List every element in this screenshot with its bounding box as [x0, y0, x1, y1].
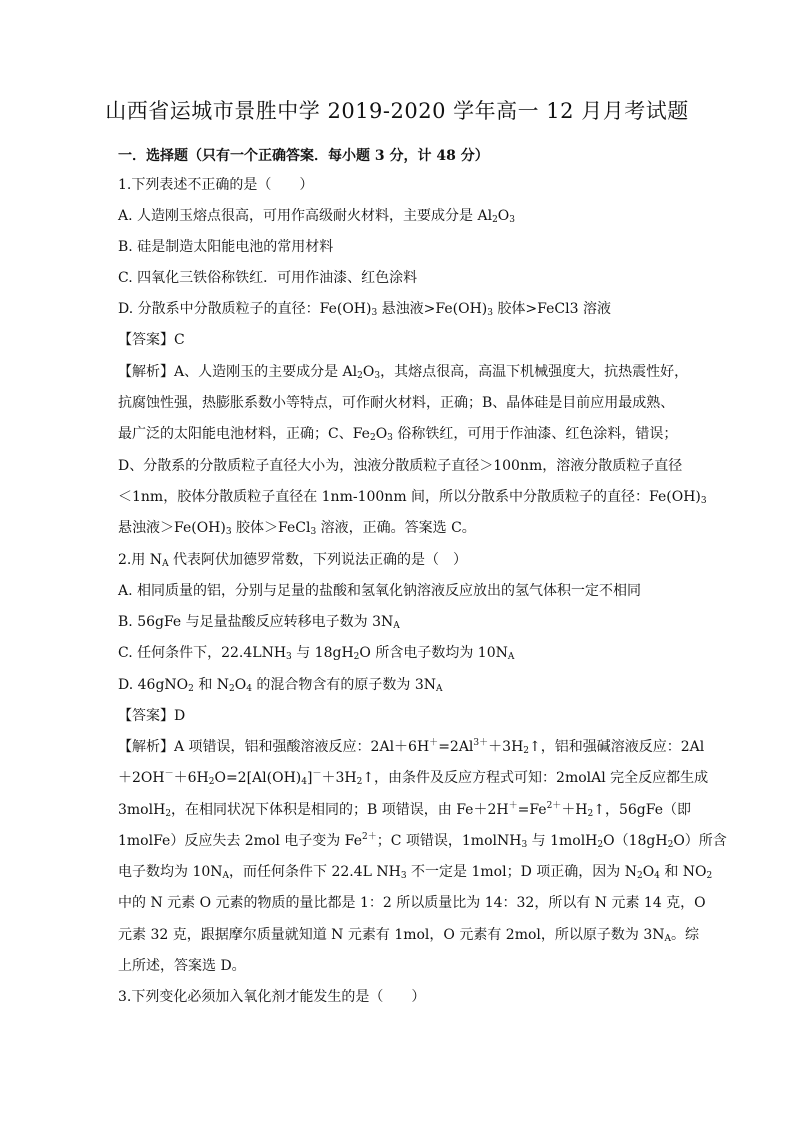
q2-option-d: D. 46gNO$_2$ 和 $N_2O_4$ 的混合物含有的原子数为 $3N_A$: [118, 677, 443, 694]
q1-analysis-line: 抗腐蚀性强，热膨胀系数小等特点，可作耐火材料，正确；B、晶体硅是目前应用最成熟、: [118, 395, 675, 411]
q2-stem: 2.用 $N_A$ 代表阿伏加德罗常数，下列说法正确的是（ ）: [118, 552, 468, 569]
q1-stem: 1.下列表述不正确的是（ ）: [118, 177, 314, 193]
q1-option-b: B. 硅是制造太阳能电池的常用材料: [118, 239, 334, 255]
q2-option-c: C. 任何条件下，$22.4LNH_3$ 与 $18gH_2O$ 所含电子数均为 $10N_A$: [118, 645, 515, 662]
q1-analysis-line: 【解析】A、人造刚玉的主要成分是 $Al_2O_3$，其熔点很高，高温下机械强度大，抗热震性好，: [118, 364, 689, 381]
q1-option-d: D. 分散系中分散质粒子的直径：$Fe(OH)_3$ 悬浊液$>Fe(OH)_3$ 胶体>FeCl3 溶液: [118, 301, 611, 318]
q2-analysis-line: 3molH$_2$，在相同状况下体积是相同的；B 项错误，由 $Fe+2H^+=Fe^{2+}+H_2↑$，56gFe（即: [118, 801, 692, 819]
q1-analysis-line: D、分散系的分散质粒子直径大小为，浊液分散质粒子直径＞100nm，溶液分散质粒子直径: [118, 458, 683, 474]
q2-analysis-line: $+2OH^-+6H_2O=2[Al(OH)_4]^-+3H_2↑$，由条件及反应方程式可知：2molAl 完全反应都生成: [118, 769, 709, 787]
q1-analysis-line: ＜1nm，胶体分散质粒子直径在 1nm-100nm 间，所以分散系中分散质粒子的直径：$Fe(OH)_3$: [118, 489, 707, 506]
q2-option-b: B. 56gFe 与足量盐酸反应转移电子数为 $3N_A$: [118, 614, 400, 631]
section-heading: 一．选择题（只有一个正确答案．每小题 3 分，计 48 分）: [118, 148, 489, 164]
q2-analysis-line: 元素 32 克，跟据摩尔质量就知道 N 元素有 1mol，O 元素有 2mol，所以原子数为 $3N_A$。综: [118, 927, 699, 944]
q1-analysis-line: 最广泛的太阳能电池材料，正确；C、$Fe_2O_3$ 俗称铁红，可用于作油漆、红色涂料，错误；: [118, 426, 678, 443]
q2-analysis-line: 1molFe）反应失去 2mol 电子变为 $Fe^{2+}$；C 项错误，1molNH$_3$ 与 $1molH_2O(18gH_2O)$所含: [118, 832, 727, 850]
q2-option-a: A. 相同质量的铝，分别与足量的盐酸和氢氧化钠溶液反应放出的氢气体积一定不相同: [118, 583, 642, 599]
q2-analysis-line: 上所述，答案选 D。: [118, 958, 246, 974]
q2-analysis-line: 【解析】A 项错误，铝和强酸溶液反应：$2Al+6H^+=2Al^{3+}+3H_2↑$，铝和强碱溶液反应：2Al: [118, 738, 705, 756]
q1-answer: 【答案】C: [118, 332, 185, 348]
q1-analysis-line: 悬浊液$>Fe(OH)_3$ 胶体＞FeCl$_3$ 溶液，正确。答案选 C。: [118, 520, 476, 537]
q2-analysis-line: 电子数均为 $10N_A$，而任何条件下 22.4L $NH_3$ 不一定是 1mol；D 项正确，因为 $N_2O_4$ 和 $NO_2$: [118, 864, 713, 881]
q1-option-a: A. 人造刚玉熔点很高，可用作高级耐火材料，主要成分是 $Al_2O_3$: [118, 208, 516, 225]
q2-analysis-line: 中的 N 元素 O 元素的物质的量比都是 1：2 所以质量比为 14：32，所以有 N 元素 14 克，O: [118, 895, 706, 911]
page-title: 山西省运城市景胜中学 2019-2020 学年高一 12 月月考试题: [105, 99, 689, 123]
q2-answer: 【答案】D: [118, 708, 186, 724]
q1-option-c: C. 四氧化三铁俗称铁红．可用作油漆、红色涂料: [118, 270, 418, 286]
q3-stem: 3.下列变化必须加入氧化剂才能发生的是（ ）: [118, 989, 426, 1005]
